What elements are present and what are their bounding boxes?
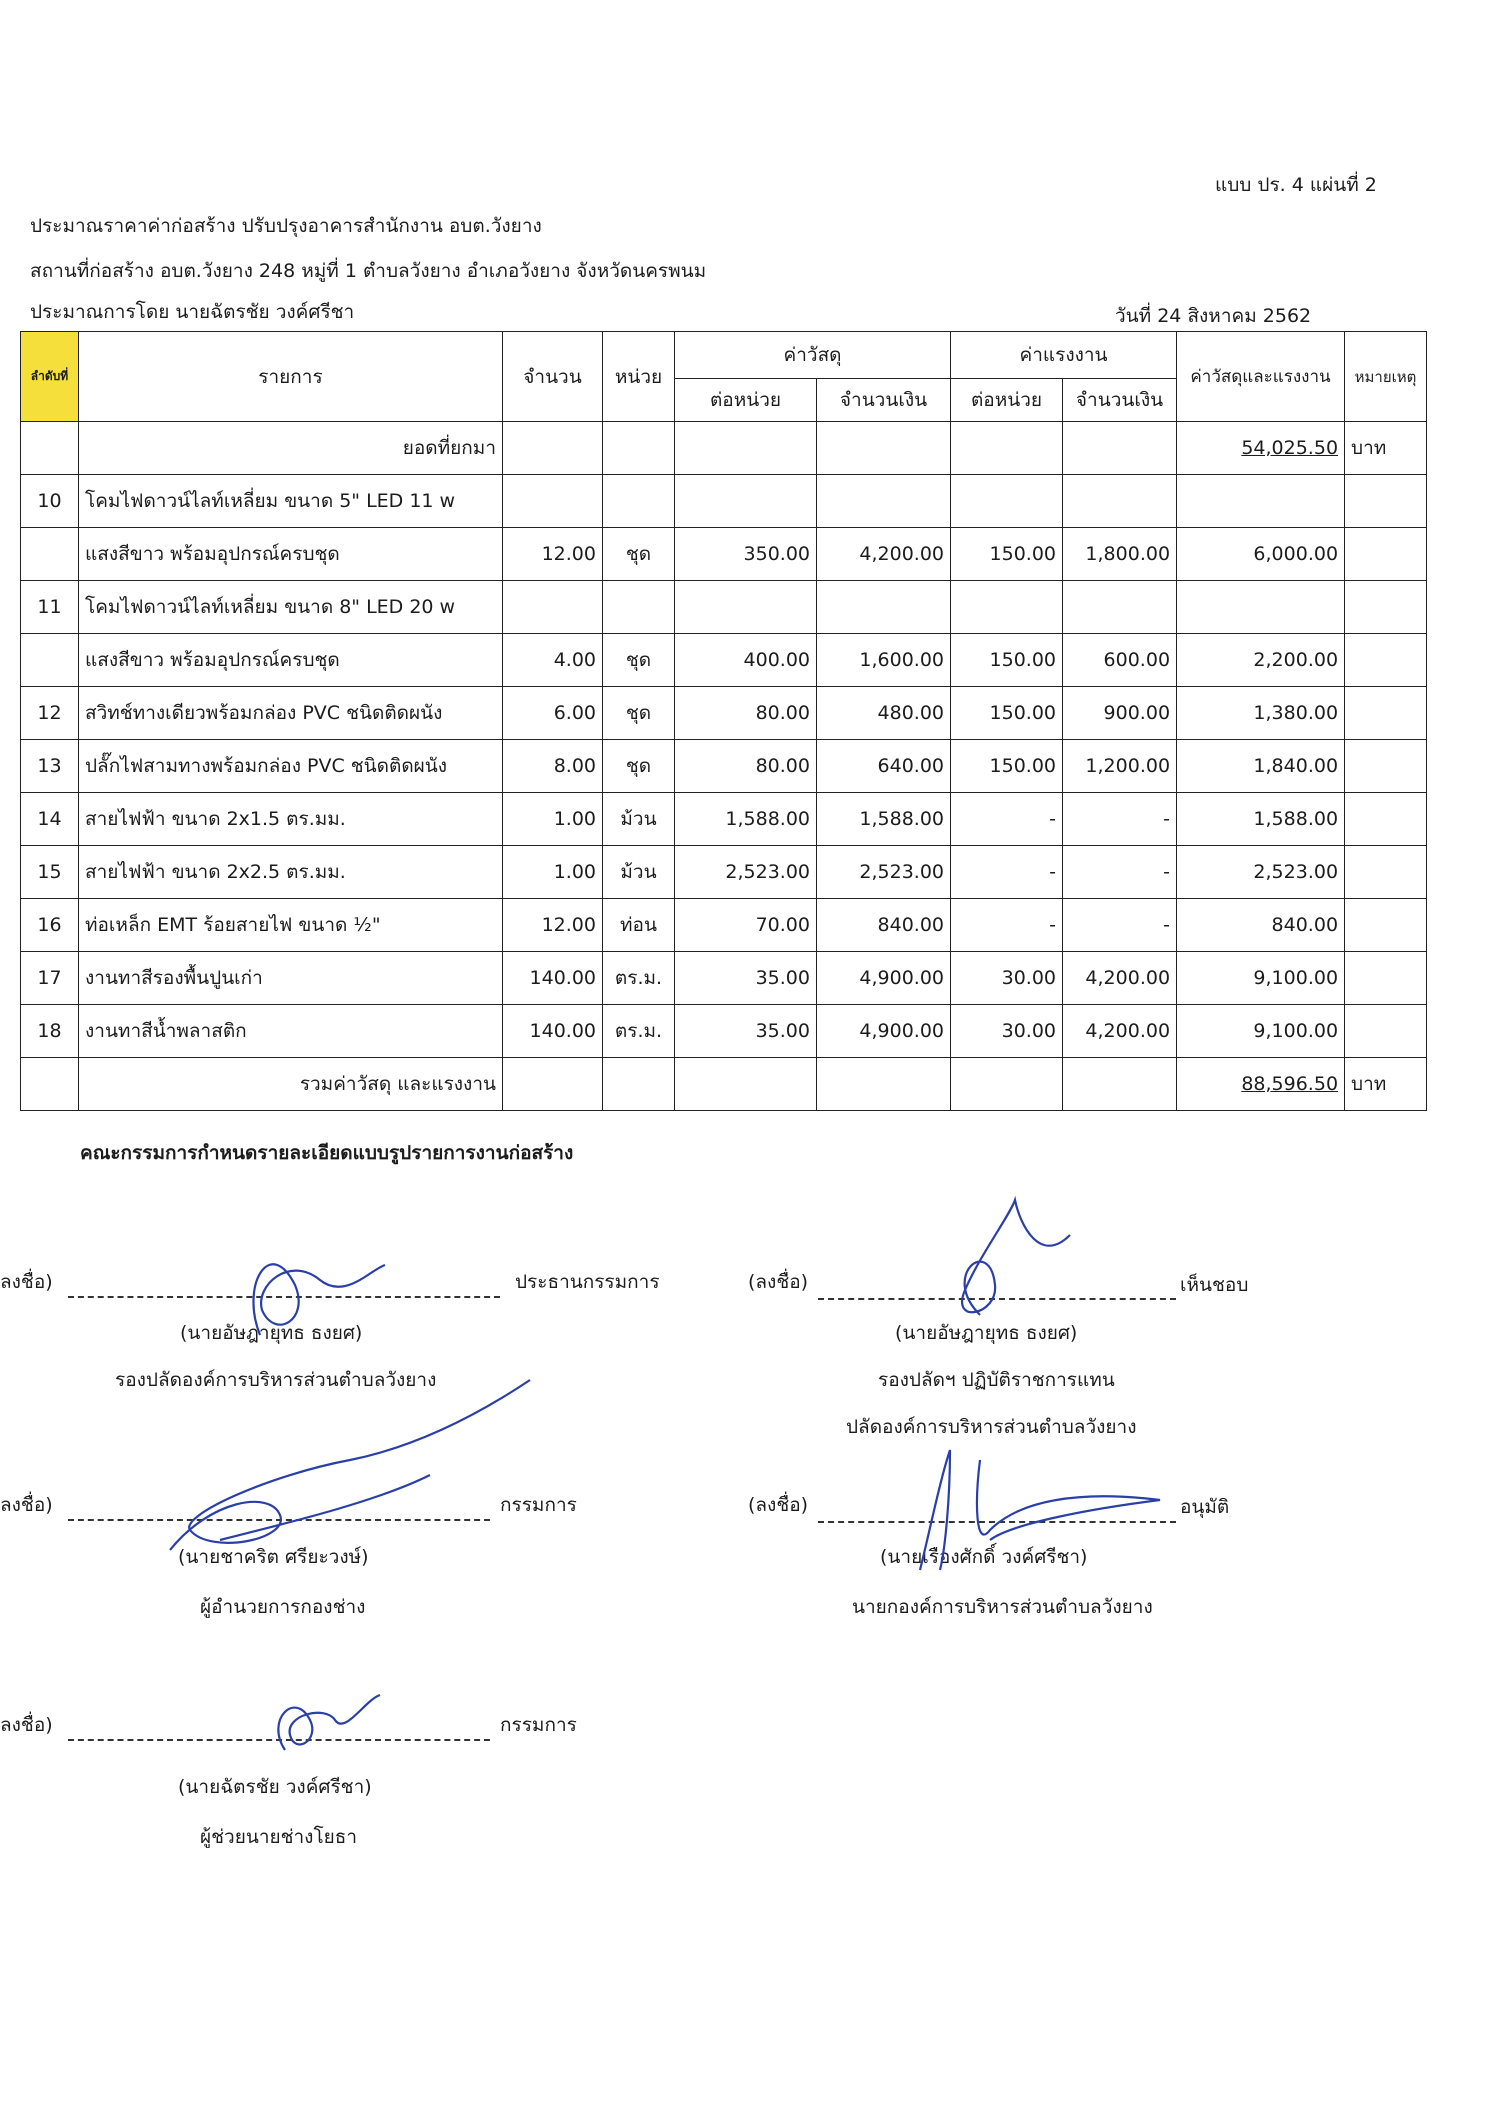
row-lab-amount: 4,200.00 xyxy=(1063,1005,1177,1058)
handwritten-signature-member-2 xyxy=(265,1680,395,1770)
row-mat-per-unit: 35.00 xyxy=(675,1005,817,1058)
row-item: ปลั๊กไฟสามทางพร้อมกล่อง PVC ชนิดติดผนัง xyxy=(79,740,503,793)
signer-position: นายกองค์การบริหารส่วนตำบลวังยาง xyxy=(852,1596,1153,1618)
row-no: 17 xyxy=(21,952,79,1005)
header-unit: หน่วย xyxy=(603,332,675,422)
row-remark xyxy=(1345,1005,1427,1058)
header-remark: หมายเหตุ xyxy=(1345,332,1427,422)
signer-name: (นายฉัตรชัย วงค์ศรีชา) xyxy=(178,1776,372,1798)
handwritten-signature-deputy xyxy=(920,1195,1120,1365)
boq-table xyxy=(20,331,1427,1111)
row-mat-per-unit: 70.00 xyxy=(675,899,817,952)
row-lab-amount: - xyxy=(1063,899,1177,952)
signer-position: รองปลัดฯ ปฏิบัติราชการแทน xyxy=(878,1369,1115,1391)
header-no: ลำดับที่ xyxy=(21,332,79,422)
row-total: 1,588.00 xyxy=(1177,793,1345,846)
handwritten-signature-chair xyxy=(200,1225,420,1355)
row-mat-amount: 480.00 xyxy=(817,687,951,740)
row-total xyxy=(1177,475,1345,528)
row-mat-amount: 640.00 xyxy=(817,740,951,793)
row-mat-amount: 1,588.00 xyxy=(817,793,951,846)
committee-title: คณะกรรมการกำหนดรายละเอียดแบบรูปรายการงานก่อสร้าง xyxy=(80,1142,574,1164)
row-item: โคมไฟดาวน์ไลท์เหลี่ยม ขนาด 8" LED 20 w xyxy=(79,581,503,634)
role-label: เห็นชอบ xyxy=(1180,1274,1249,1296)
signer-position: ผู้อำนวยการกองช่าง xyxy=(200,1596,366,1618)
row-unit: ชุด xyxy=(603,634,675,687)
cell xyxy=(817,1058,951,1111)
row-remark xyxy=(1345,634,1427,687)
row-mat-amount: 1,600.00 xyxy=(817,634,951,687)
row-total: 9,100.00 xyxy=(1177,952,1345,1005)
sign-label: (ลงชื่อ) xyxy=(748,1271,809,1293)
row-mat-amount: 4,900.00 xyxy=(817,1005,951,1058)
header-item: รายการ xyxy=(79,332,503,422)
row-mat-per-unit xyxy=(675,475,817,528)
handwritten-signature-member-1 xyxy=(150,1380,550,1570)
row-unit: ชุด xyxy=(603,528,675,581)
row-qty: 1.00 xyxy=(503,793,603,846)
table-row xyxy=(21,1005,1427,1058)
cell xyxy=(503,422,603,475)
row-mat-per-unit xyxy=(675,581,817,634)
cell xyxy=(503,1058,603,1111)
row-no: 11 xyxy=(21,581,79,634)
row-lab-per-unit: 150.00 xyxy=(951,634,1063,687)
row-total xyxy=(1177,581,1345,634)
row-lab-per-unit: 150.00 xyxy=(951,687,1063,740)
row-total: 840.00 xyxy=(1177,899,1345,952)
sign-label: ลงชื่อ) xyxy=(0,1494,53,1516)
table-row xyxy=(21,634,1427,687)
row-remark xyxy=(1345,952,1427,1005)
row-qty: 6.00 xyxy=(503,687,603,740)
row-total: 1,380.00 xyxy=(1177,687,1345,740)
row-lab-amount: - xyxy=(1063,846,1177,899)
row-no xyxy=(21,528,79,581)
signer-name: (นายเรืองศักดิ์ วงค์ศรีชา) xyxy=(880,1546,1088,1568)
row-total: 9,100.00 xyxy=(1177,1005,1345,1058)
cell xyxy=(21,422,79,475)
row-item: สวิทช์ทางเดียวพร้อมกล่อง PVC ชนิดติดผนัง xyxy=(79,687,503,740)
cell xyxy=(951,422,1063,475)
row-mat-amount xyxy=(817,475,951,528)
sign-label: (ลงชื่อ) xyxy=(748,1494,809,1516)
role-label: กรรมการ xyxy=(500,1714,577,1736)
signer-name: (นายอัษฎายุทธ ธงยศ) xyxy=(180,1322,363,1344)
row-mat-per-unit: 400.00 xyxy=(675,634,817,687)
table-row xyxy=(21,528,1427,581)
grand-total-row xyxy=(21,1058,1427,1111)
row-lab-per-unit xyxy=(951,475,1063,528)
estimate-date: วันที่ 24 สิงหาคม 2562 xyxy=(1115,305,1312,327)
cell xyxy=(1063,1058,1177,1111)
row-qty: 4.00 xyxy=(503,634,603,687)
role-label: อนุมัติ xyxy=(1180,1496,1230,1518)
row-unit: ชุด xyxy=(603,687,675,740)
row-remark xyxy=(1345,581,1427,634)
table-row xyxy=(21,687,1427,740)
row-qty: 12.00 xyxy=(503,899,603,952)
cell xyxy=(951,1058,1063,1111)
row-mat-amount: 4,900.00 xyxy=(817,952,951,1005)
sign-label: ลงชื่อ) xyxy=(0,1271,53,1293)
row-lab-per-unit: - xyxy=(951,899,1063,952)
table-row xyxy=(21,899,1427,952)
row-mat-per-unit: 35.00 xyxy=(675,952,817,1005)
row-unit xyxy=(603,581,675,634)
row-lab-amount: 900.00 xyxy=(1063,687,1177,740)
cell xyxy=(21,1058,79,1111)
row-qty: 12.00 xyxy=(503,528,603,581)
row-qty: 1.00 xyxy=(503,846,603,899)
header-lab-per-unit: ต่อหน่วย xyxy=(951,379,1063,422)
table-row xyxy=(21,846,1427,899)
row-lab-per-unit: - xyxy=(951,793,1063,846)
cell xyxy=(675,422,817,475)
estimator: ประมาณการโดย นายฉัตรชัย วงค์ศรีชา xyxy=(30,301,355,323)
carried-forward-label: ยอดที่ยกมา xyxy=(79,422,503,475)
form-number: แบบ ปร. 4 แผ่นที่ 2 xyxy=(1215,174,1377,196)
table-row xyxy=(21,475,1427,528)
row-total: 6,000.00 xyxy=(1177,528,1345,581)
row-lab-per-unit: 30.00 xyxy=(951,1005,1063,1058)
row-unit: ชุด xyxy=(603,740,675,793)
construction-location: สถานที่ก่อสร้าง อบต.วังยาง 248 หมู่ที่ 1 ตำบลวังยาง อำเภอวังยาง จังหวัดนครพนม xyxy=(30,260,707,282)
row-mat-per-unit: 2,523.00 xyxy=(675,846,817,899)
table-row xyxy=(21,740,1427,793)
row-mat-per-unit: 350.00 xyxy=(675,528,817,581)
row-item: แสงสีขาว พร้อมอุปกรณ์ครบชุด xyxy=(79,634,503,687)
header-total: ค่าวัสดุและแรงงาน xyxy=(1177,332,1345,422)
row-qty: 8.00 xyxy=(503,740,603,793)
row-total: 1,840.00 xyxy=(1177,740,1345,793)
row-item: สายไฟฟ้า ขนาด 2x1.5 ตร.มม. xyxy=(79,793,503,846)
row-qty xyxy=(503,475,603,528)
table-row xyxy=(21,581,1427,634)
signer-position: ผู้ช่วยนายช่างโยธา xyxy=(200,1826,358,1848)
cell xyxy=(817,422,951,475)
row-lab-amount: 1,200.00 xyxy=(1063,740,1177,793)
row-qty xyxy=(503,581,603,634)
signer-name: (นายชาคริต ศรียะวงษ์) xyxy=(178,1546,369,1568)
row-no: 10 xyxy=(21,475,79,528)
row-lab-amount xyxy=(1063,581,1177,634)
row-qty: 140.00 xyxy=(503,952,603,1005)
table-row xyxy=(21,793,1427,846)
row-mat-amount xyxy=(817,581,951,634)
row-unit: ม้วน xyxy=(603,793,675,846)
row-unit xyxy=(603,475,675,528)
role-label: กรรมการ xyxy=(500,1494,577,1516)
role-label: ประธานกรรมการ xyxy=(515,1271,660,1293)
row-lab-per-unit: 150.00 xyxy=(951,528,1063,581)
row-no: 12 xyxy=(21,687,79,740)
row-no: 18 xyxy=(21,1005,79,1058)
row-lab-per-unit: - xyxy=(951,846,1063,899)
row-item: สายไฟฟ้า ขนาด 2x2.5 ตร.มม. xyxy=(79,846,503,899)
grand-total-value: 88,596.50 xyxy=(1177,1058,1345,1111)
row-no: 16 xyxy=(21,899,79,952)
row-remark xyxy=(1345,846,1427,899)
row-qty: 140.00 xyxy=(503,1005,603,1058)
carried-forward-unit: บาท xyxy=(1345,422,1427,475)
row-mat-amount: 4,200.00 xyxy=(817,528,951,581)
signer-position: รองปลัดองค์การบริหารส่วนตำบลวังยาง xyxy=(115,1369,437,1391)
row-remark xyxy=(1345,687,1427,740)
header-labor: ค่าแรงงาน xyxy=(951,332,1177,379)
cell xyxy=(603,422,675,475)
grand-total-label: รวมค่าวัสดุ และแรงงาน xyxy=(79,1058,503,1111)
row-no: 14 xyxy=(21,793,79,846)
signer-position-2: ปลัดองค์การบริหารส่วนตำบลวังยาง xyxy=(846,1416,1137,1438)
row-item: โคมไฟดาวน์ไลท์เหลี่ยม ขนาด 5" LED 11 w xyxy=(79,475,503,528)
row-lab-per-unit xyxy=(951,581,1063,634)
carried-forward-total: 54,025.50 xyxy=(1177,422,1345,475)
header-material: ค่าวัสดุ xyxy=(675,332,951,379)
handwritten-signature-mayor xyxy=(880,1440,1190,1580)
row-no: 13 xyxy=(21,740,79,793)
cell xyxy=(1063,422,1177,475)
row-remark xyxy=(1345,475,1427,528)
row-no: 15 xyxy=(21,846,79,899)
row-no xyxy=(21,634,79,687)
row-lab-per-unit: 30.00 xyxy=(951,952,1063,1005)
row-remark xyxy=(1345,793,1427,846)
row-unit: ตร.ม. xyxy=(603,952,675,1005)
header-lab-amount: จำนวนเงิน xyxy=(1063,379,1177,422)
project-title: ประมาณราคาค่าก่อสร้าง ปรับปรุงอาคารสำนักงาน อบต.วังยาง xyxy=(30,215,542,237)
sign-label: ลงชื่อ) xyxy=(0,1714,53,1736)
row-item: ท่อเหล็ก EMT ร้อยสายไฟ ขนาด ½" xyxy=(79,899,503,952)
row-item: งานทาสีน้ำพลาสติก xyxy=(79,1005,503,1058)
header-mat-amount: จำนวนเงิน xyxy=(817,379,951,422)
table-row xyxy=(21,952,1427,1005)
row-lab-amount: 4,200.00 xyxy=(1063,952,1177,1005)
row-lab-amount: 600.00 xyxy=(1063,634,1177,687)
row-item: งานทาสีรองพื้นปูนเก่า xyxy=(79,952,503,1005)
row-lab-amount: - xyxy=(1063,793,1177,846)
row-remark xyxy=(1345,899,1427,952)
row-unit: ม้วน xyxy=(603,846,675,899)
row-total: 2,523.00 xyxy=(1177,846,1345,899)
row-unit: ท่อน xyxy=(603,899,675,952)
row-mat-per-unit: 1,588.00 xyxy=(675,793,817,846)
row-mat-amount: 840.00 xyxy=(817,899,951,952)
signer-name: (นายอัษฎายุทธ ธงยศ) xyxy=(895,1322,1078,1344)
row-total: 2,200.00 xyxy=(1177,634,1345,687)
header-qty: จำนวน xyxy=(503,332,603,422)
carried-forward-row xyxy=(21,422,1427,475)
row-item: แสงสีขาว พร้อมอุปกรณ์ครบชุด xyxy=(79,528,503,581)
row-lab-amount: 1,800.00 xyxy=(1063,528,1177,581)
row-remark xyxy=(1345,528,1427,581)
row-unit: ตร.ม. xyxy=(603,1005,675,1058)
row-mat-per-unit: 80.00 xyxy=(675,740,817,793)
cell xyxy=(675,1058,817,1111)
grand-total-unit: บาท xyxy=(1345,1058,1427,1111)
row-lab-amount xyxy=(1063,475,1177,528)
header-mat-per-unit: ต่อหน่วย xyxy=(675,379,817,422)
row-remark xyxy=(1345,740,1427,793)
row-mat-amount: 2,523.00 xyxy=(817,846,951,899)
row-lab-per-unit: 150.00 xyxy=(951,740,1063,793)
row-mat-per-unit: 80.00 xyxy=(675,687,817,740)
cell xyxy=(603,1058,675,1111)
